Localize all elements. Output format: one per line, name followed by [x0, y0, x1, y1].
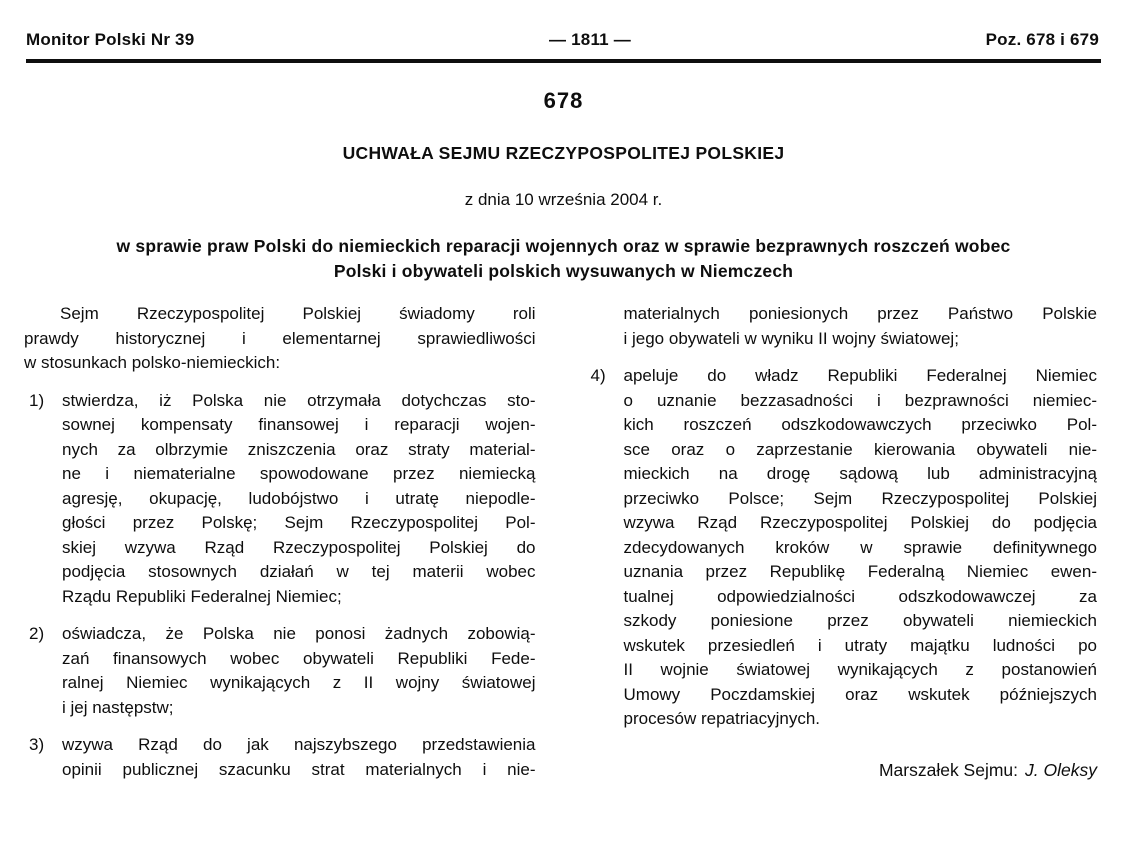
text-line: Rządu Republiki Federalnej Niemiec;: [62, 586, 342, 606]
intro-paragraph: [24, 302, 536, 376]
list-item-3-number: 3): [29, 735, 45, 754]
act-subject-line-1: w sprawie praw Polski do niemieckich reparacji wojennych oraz w sprawie bezprawnych roszczeń wobec: [116, 236, 1011, 256]
text-line: procesów repatriacyjnych.: [623, 709, 821, 728]
page-number: — 1811 —: [549, 30, 631, 49]
list-item-4: [586, 364, 1098, 732]
list-item-2-text: [62, 622, 536, 720]
text-line: wskutek przesiedleń i utraty majątku ludności po: [623, 635, 1097, 655]
text-line: ne i niematerialne spowodowane przez niemiecką: [62, 464, 536, 483]
list-item-1-number: 1): [29, 390, 45, 410]
text-line: stwierdza, iż Polska nie otrzymała dotychczas sto-: [62, 390, 536, 410]
text-line: o uznanie bezzasadności i bezprawności niemiec-: [623, 390, 1097, 410]
list-item-3-continuation-text: [624, 302, 1098, 351]
text-line: agresję, okupację, ludobójstwo i utratę niepodle-: [62, 488, 536, 508]
text-line: sownej kompensaty finansowej i reparacji wojen-: [62, 415, 536, 434]
text-line: materialnych poniesionych przez Państwo Polskie: [623, 304, 1097, 323]
list-item-3-text: [62, 733, 536, 782]
act-title: UCHWAŁA SEJMU RZECZYPOSPOLITEJ POLSKIEJ: [342, 143, 785, 163]
act-number: 678: [543, 88, 584, 113]
list-item-3: [24, 733, 536, 782]
text-line: opinii publicznej szacunku strat materialnych i nie-: [62, 759, 536, 779]
text-line: głości przez Polskę; Sejm Rzeczypospolitej Pol-: [62, 513, 536, 532]
text-line: Umowy Poczdamskiej oraz wskutek późniejszych: [623, 684, 1097, 704]
text-line: i jego obywateli w wyniku II wojny światowej;: [623, 328, 959, 348]
act-date: z dnia 10 września 2004 r.: [464, 190, 663, 209]
text-line: i jej następstw;: [62, 697, 174, 717]
text-line: tualnej odpowiedzialności odszkodowawczej za: [623, 586, 1097, 606]
text-line: kich roszczeń odszkodowawczych przeciwko Pol-: [623, 415, 1097, 434]
header-divider: [26, 59, 1101, 63]
list-item-3-continuation: [586, 302, 1098, 351]
text-line: w stosunkach polsko-niemieckich:: [24, 353, 281, 372]
list-item-2: [24, 622, 536, 720]
text-line: ralnej Niemiec wynikających z II wojny światowej: [62, 673, 536, 692]
text-line: wzywa Rząd Rzeczypospolitej Polskiej do podjęcia: [623, 513, 1097, 532]
act-subject: [0, 234, 1127, 284]
text-line: prawdy historycznej i elementarnej sprawiedliwości: [24, 328, 536, 348]
act-subject-line-2: Polski i obywateli polskich wysuwanych w Niemczech: [333, 261, 794, 281]
page-header: [0, 0, 1127, 50]
journal-title: Monitor Polski Nr 39: [26, 30, 195, 49]
text-line: II wojnie światowej wynikających z postanowień: [623, 660, 1097, 679]
signature-name: J. Oleksy: [1025, 759, 1097, 780]
text-line: mieckich na drogę sądową lub administracyjną: [623, 464, 1097, 483]
text-line: przeciwko Polsce; Sejm Rzeczypospolitej Polskiej: [623, 488, 1097, 508]
list-item-4-number: 4): [590, 366, 606, 385]
text-line: zdecydowanych kroków w sprawie definitywnego: [623, 537, 1097, 557]
document-body: [0, 302, 1127, 782]
right-column: [586, 302, 1098, 782]
list-item-4-text: [624, 364, 1098, 732]
list-item-2-number: 2): [29, 624, 45, 643]
position-reference: Poz. 678 i 679: [985, 30, 1099, 49]
text-line: szkody poniesione przez obywateli niemieckich: [623, 611, 1097, 630]
text-line: podjęcia stosownych działań w tej materii wobec: [62, 562, 536, 581]
text-line: nych za olbrzymie zniszczenia oraz straty material-: [62, 439, 536, 459]
list-item-1-text: [62, 389, 536, 610]
text-line: skiej wzywa Rząd Rzeczypospolitej Polskiej do: [62, 537, 536, 557]
signature-label: Marszałek Sejmu:: [878, 759, 1019, 780]
text-line: zań finansowych wobec obywateli Republiki Fede-: [62, 648, 536, 668]
text-line: wzywa Rząd do jak najszybszego przedstawienia: [62, 735, 536, 754]
text-line: sce oraz o zaprzestanie kierowania obywateli nie-: [623, 439, 1097, 459]
text-line: Sejm Rzeczypospolitej Polskiej świadomy roli: [60, 304, 536, 323]
signature-line: [586, 758, 1098, 783]
text-line: oświadcza, że Polska nie ponosi żadnych zobowią-: [62, 624, 536, 643]
text-line: uznania przez Republikę Federalną Niemiec ewen-: [623, 562, 1097, 581]
text-line: apeluje do władz Republiki Federalnej Niemiec: [623, 366, 1097, 385]
left-column: [24, 302, 536, 782]
list-item-1: [24, 389, 536, 610]
